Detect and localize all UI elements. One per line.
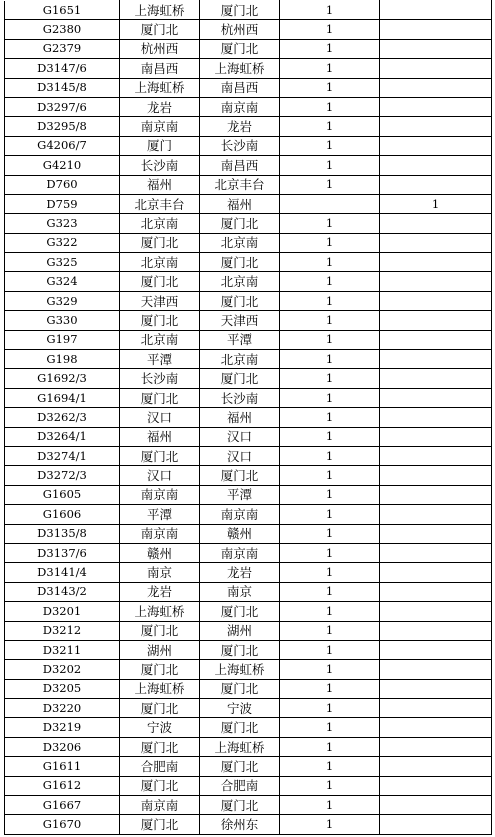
count-column-a-cell: 1 xyxy=(280,311,380,330)
train-number-cell: G323 xyxy=(5,214,120,233)
train-number-cell: D3145/8 xyxy=(5,78,120,97)
count-column-a-cell: 1 xyxy=(280,621,380,640)
count-column-b-cell xyxy=(380,388,492,407)
destination-station-cell: 厦门北 xyxy=(200,718,280,737)
train-number-cell: G1651 xyxy=(5,1,120,20)
train-number-cell: D3264/1 xyxy=(5,427,120,446)
origin-station-cell: 厦门北 xyxy=(120,776,200,795)
train-number-cell: G322 xyxy=(5,233,120,252)
table-row xyxy=(5,582,492,601)
count-column-a-cell: 1 xyxy=(280,1,380,20)
origin-station-cell: 厦门 xyxy=(120,136,200,155)
count-column-a-cell: 1 xyxy=(280,156,380,175)
table-row xyxy=(5,291,492,310)
count-column-a-cell: 1 xyxy=(280,272,380,291)
origin-station-cell: 赣州 xyxy=(120,543,200,562)
origin-station-cell: 南京南 xyxy=(120,117,200,136)
table-row xyxy=(5,505,492,524)
count-column-a-cell: 1 xyxy=(280,543,380,562)
count-column-a-cell: 1 xyxy=(280,388,380,407)
destination-station-cell: 厦门北 xyxy=(200,679,280,698)
count-column-b-cell xyxy=(380,408,492,427)
origin-station-cell: 长沙南 xyxy=(120,369,200,388)
table-row xyxy=(5,427,492,446)
origin-station-cell: 上海虹桥 xyxy=(120,602,200,621)
destination-station-cell: 徐州东 xyxy=(200,815,280,834)
train-number-cell: G1694/1 xyxy=(5,388,120,407)
count-column-a-cell: 1 xyxy=(280,466,380,485)
table-row xyxy=(5,194,492,213)
origin-station-cell: 厦门北 xyxy=(120,272,200,291)
origin-station-cell: 南京南 xyxy=(120,485,200,504)
count-column-b-cell xyxy=(380,59,492,78)
origin-station-cell: 南京南 xyxy=(120,524,200,543)
table-row xyxy=(5,253,492,272)
origin-station-cell: 福州 xyxy=(120,175,200,194)
train-number-cell: D3220 xyxy=(5,699,120,718)
origin-station-cell: 平潭 xyxy=(120,350,200,369)
train-number-cell: D3274/1 xyxy=(5,446,120,465)
train-number-cell: G1692/3 xyxy=(5,369,120,388)
count-column-a-cell: 1 xyxy=(280,330,380,349)
count-column-b-cell xyxy=(380,757,492,776)
origin-station-cell: 汉口 xyxy=(120,466,200,485)
count-column-a-cell: 1 xyxy=(280,485,380,504)
count-column-b-cell: 1 xyxy=(380,194,492,213)
origin-station-cell: 南昌西 xyxy=(120,59,200,78)
destination-station-cell: 龙岩 xyxy=(200,563,280,582)
train-number-cell: D3206 xyxy=(5,737,120,756)
count-column-b-cell xyxy=(380,1,492,20)
table-row xyxy=(5,1,492,20)
origin-station-cell: 北京南 xyxy=(120,330,200,349)
count-column-a-cell: 1 xyxy=(280,175,380,194)
count-column-a-cell: 1 xyxy=(280,39,380,58)
count-column-b-cell xyxy=(380,466,492,485)
table-row xyxy=(5,97,492,116)
train-number-cell: D3137/6 xyxy=(5,543,120,562)
count-column-b-cell xyxy=(380,446,492,465)
count-column-b-cell xyxy=(380,233,492,252)
origin-station-cell: 南京 xyxy=(120,563,200,582)
table-row xyxy=(5,214,492,233)
train-number-cell: G1611 xyxy=(5,757,120,776)
train-number-cell: D760 xyxy=(5,175,120,194)
count-column-a-cell: 1 xyxy=(280,505,380,524)
destination-station-cell: 杭州西 xyxy=(200,20,280,39)
count-column-a-cell: 1 xyxy=(280,59,380,78)
origin-station-cell: 北京丰台 xyxy=(120,194,200,213)
count-column-a-cell: 1 xyxy=(280,757,380,776)
count-column-a-cell: 1 xyxy=(280,350,380,369)
count-column-b-cell xyxy=(380,563,492,582)
train-number-cell: D3147/6 xyxy=(5,59,120,78)
origin-station-cell: 长沙南 xyxy=(120,156,200,175)
destination-station-cell: 北京南 xyxy=(200,272,280,291)
train-schedule-body xyxy=(5,1,492,835)
count-column-a-cell: 1 xyxy=(280,97,380,116)
origin-station-cell: 上海虹桥 xyxy=(120,1,200,20)
count-column-b-cell xyxy=(380,156,492,175)
count-column-b-cell xyxy=(380,796,492,815)
count-column-b-cell xyxy=(380,214,492,233)
train-number-cell: D3295/8 xyxy=(5,117,120,136)
train-number-cell: D3141/4 xyxy=(5,563,120,582)
destination-station-cell: 上海虹桥 xyxy=(200,59,280,78)
table-row xyxy=(5,59,492,78)
table-row xyxy=(5,602,492,621)
count-column-b-cell xyxy=(380,97,492,116)
destination-station-cell: 南京 xyxy=(200,582,280,601)
count-column-b-cell xyxy=(380,39,492,58)
destination-station-cell: 上海虹桥 xyxy=(200,660,280,679)
table-row xyxy=(5,660,492,679)
destination-station-cell: 厦门北 xyxy=(200,1,280,20)
table-row xyxy=(5,640,492,659)
train-number-cell: G1606 xyxy=(5,505,120,524)
train-number-cell: G325 xyxy=(5,253,120,272)
count-column-b-cell xyxy=(380,330,492,349)
table-row xyxy=(5,737,492,756)
train-number-cell: G2379 xyxy=(5,39,120,58)
table-row xyxy=(5,311,492,330)
count-column-a-cell: 1 xyxy=(280,699,380,718)
train-number-cell: D759 xyxy=(5,194,120,213)
origin-station-cell: 龙岩 xyxy=(120,97,200,116)
count-column-b-cell xyxy=(380,621,492,640)
table-row xyxy=(5,776,492,795)
count-column-b-cell xyxy=(380,350,492,369)
count-column-b-cell xyxy=(380,253,492,272)
count-column-b-cell xyxy=(380,175,492,194)
count-column-a-cell: 1 xyxy=(280,136,380,155)
train-number-cell: G324 xyxy=(5,272,120,291)
origin-station-cell: 厦门北 xyxy=(120,815,200,834)
count-column-a-cell: 1 xyxy=(280,291,380,310)
count-column-b-cell xyxy=(380,543,492,562)
destination-station-cell: 南京南 xyxy=(200,97,280,116)
origin-station-cell: 湖州 xyxy=(120,640,200,659)
count-column-b-cell xyxy=(380,737,492,756)
destination-station-cell: 厦门北 xyxy=(200,214,280,233)
train-number-cell: D3212 xyxy=(5,621,120,640)
origin-station-cell: 北京南 xyxy=(120,253,200,272)
table-row xyxy=(5,388,492,407)
origin-station-cell: 杭州西 xyxy=(120,39,200,58)
destination-station-cell: 赣州 xyxy=(200,524,280,543)
train-number-cell: G1670 xyxy=(5,815,120,834)
destination-station-cell: 北京丰台 xyxy=(200,175,280,194)
table-row xyxy=(5,543,492,562)
count-column-b-cell xyxy=(380,660,492,679)
destination-station-cell: 厦门北 xyxy=(200,39,280,58)
destination-station-cell: 北京南 xyxy=(200,233,280,252)
destination-station-cell: 汉口 xyxy=(200,446,280,465)
count-column-b-cell xyxy=(380,815,492,834)
table-row xyxy=(5,272,492,291)
origin-station-cell: 厦门北 xyxy=(120,621,200,640)
destination-station-cell: 厦门北 xyxy=(200,369,280,388)
origin-station-cell: 厦门北 xyxy=(120,233,200,252)
train-number-cell: D3262/3 xyxy=(5,408,120,427)
table-row xyxy=(5,718,492,737)
table-row xyxy=(5,350,492,369)
table-row xyxy=(5,757,492,776)
destination-station-cell: 南昌西 xyxy=(200,156,280,175)
origin-station-cell: 厦门北 xyxy=(120,446,200,465)
origin-station-cell: 上海虹桥 xyxy=(120,679,200,698)
count-column-a-cell: 1 xyxy=(280,524,380,543)
count-column-a-cell: 1 xyxy=(280,737,380,756)
destination-station-cell: 平潭 xyxy=(200,485,280,504)
origin-station-cell: 厦门北 xyxy=(120,699,200,718)
origin-station-cell: 北京南 xyxy=(120,214,200,233)
destination-station-cell: 厦门北 xyxy=(200,602,280,621)
train-number-cell: D3202 xyxy=(5,660,120,679)
train-number-cell: D3205 xyxy=(5,679,120,698)
count-column-a-cell: 1 xyxy=(280,253,380,272)
train-schedule-table xyxy=(4,0,492,835)
count-column-b-cell xyxy=(380,582,492,601)
count-column-a-cell: 1 xyxy=(280,796,380,815)
count-column-b-cell xyxy=(380,640,492,659)
table-row xyxy=(5,485,492,504)
table-row xyxy=(5,466,492,485)
count-column-a-cell: 1 xyxy=(280,602,380,621)
destination-station-cell: 长沙南 xyxy=(200,136,280,155)
train-number-cell: D3211 xyxy=(5,640,120,659)
table-row xyxy=(5,175,492,194)
table-row xyxy=(5,699,492,718)
destination-station-cell: 厦门北 xyxy=(200,253,280,272)
origin-station-cell: 汉口 xyxy=(120,408,200,427)
destination-station-cell: 北京南 xyxy=(200,350,280,369)
count-column-a-cell: 1 xyxy=(280,679,380,698)
table-row xyxy=(5,136,492,155)
table-row xyxy=(5,369,492,388)
count-column-b-cell xyxy=(380,699,492,718)
origin-station-cell: 福州 xyxy=(120,427,200,446)
destination-station-cell: 福州 xyxy=(200,194,280,213)
count-column-a-cell: 1 xyxy=(280,214,380,233)
train-number-cell: D3297/6 xyxy=(5,97,120,116)
destination-station-cell: 龙岩 xyxy=(200,117,280,136)
destination-station-cell: 长沙南 xyxy=(200,388,280,407)
count-column-a-cell xyxy=(280,194,380,213)
table-row xyxy=(5,563,492,582)
origin-station-cell: 南京南 xyxy=(120,796,200,815)
count-column-a-cell: 1 xyxy=(280,408,380,427)
train-number-cell: G2380 xyxy=(5,20,120,39)
train-number-cell: D3201 xyxy=(5,602,120,621)
count-column-b-cell xyxy=(380,311,492,330)
table-row xyxy=(5,39,492,58)
origin-station-cell: 宁波 xyxy=(120,718,200,737)
table-row xyxy=(5,330,492,349)
destination-station-cell: 天津西 xyxy=(200,311,280,330)
count-column-b-cell xyxy=(380,485,492,504)
count-column-b-cell xyxy=(380,602,492,621)
table-row xyxy=(5,815,492,834)
count-column-b-cell xyxy=(380,272,492,291)
table-row xyxy=(5,233,492,252)
count-column-b-cell xyxy=(380,78,492,97)
destination-station-cell: 厦门北 xyxy=(200,291,280,310)
table-row xyxy=(5,156,492,175)
origin-station-cell: 厦门北 xyxy=(120,737,200,756)
train-number-cell: D3272/3 xyxy=(5,466,120,485)
destination-station-cell: 南昌西 xyxy=(200,78,280,97)
destination-station-cell: 湖州 xyxy=(200,621,280,640)
destination-station-cell: 厦门北 xyxy=(200,466,280,485)
destination-station-cell: 合肥南 xyxy=(200,776,280,795)
count-column-b-cell xyxy=(380,679,492,698)
count-column-a-cell: 1 xyxy=(280,718,380,737)
table-row xyxy=(5,796,492,815)
train-number-cell: G198 xyxy=(5,350,120,369)
count-column-a-cell: 1 xyxy=(280,78,380,97)
train-number-cell: G329 xyxy=(5,291,120,310)
table-row xyxy=(5,408,492,427)
destination-station-cell: 厦门北 xyxy=(200,796,280,815)
count-column-a-cell: 1 xyxy=(280,369,380,388)
count-column-a-cell: 1 xyxy=(280,660,380,679)
origin-station-cell: 平潭 xyxy=(120,505,200,524)
train-number-cell: G4210 xyxy=(5,156,120,175)
count-column-a-cell: 1 xyxy=(280,427,380,446)
origin-station-cell: 龙岩 xyxy=(120,582,200,601)
destination-station-cell: 上海虹桥 xyxy=(200,737,280,756)
count-column-b-cell xyxy=(380,117,492,136)
count-column-a-cell: 1 xyxy=(280,640,380,659)
table-row xyxy=(5,20,492,39)
train-number-cell: D3219 xyxy=(5,718,120,737)
train-number-cell: D3135/8 xyxy=(5,524,120,543)
count-column-b-cell xyxy=(380,505,492,524)
origin-station-cell: 厦门北 xyxy=(120,311,200,330)
count-column-a-cell: 1 xyxy=(280,117,380,136)
destination-station-cell: 厦门北 xyxy=(200,640,280,659)
train-number-cell: G1605 xyxy=(5,485,120,504)
count-column-a-cell: 1 xyxy=(280,776,380,795)
count-column-b-cell xyxy=(380,524,492,543)
train-number-cell: G330 xyxy=(5,311,120,330)
count-column-b-cell xyxy=(380,718,492,737)
destination-station-cell: 宁波 xyxy=(200,699,280,718)
origin-station-cell: 厦门北 xyxy=(120,388,200,407)
table-row xyxy=(5,117,492,136)
count-column-b-cell xyxy=(380,776,492,795)
count-column-a-cell: 1 xyxy=(280,815,380,834)
destination-station-cell: 南京南 xyxy=(200,505,280,524)
count-column-b-cell xyxy=(380,136,492,155)
table-row xyxy=(5,679,492,698)
origin-station-cell: 厦门北 xyxy=(120,20,200,39)
destination-station-cell: 南京南 xyxy=(200,543,280,562)
origin-station-cell: 天津西 xyxy=(120,291,200,310)
count-column-a-cell: 1 xyxy=(280,20,380,39)
train-number-cell: G1667 xyxy=(5,796,120,815)
train-number-cell: G197 xyxy=(5,330,120,349)
train-number-cell: G1612 xyxy=(5,776,120,795)
count-column-a-cell: 1 xyxy=(280,233,380,252)
origin-station-cell: 厦门北 xyxy=(120,660,200,679)
destination-station-cell: 汉口 xyxy=(200,427,280,446)
count-column-b-cell xyxy=(380,369,492,388)
destination-station-cell: 福州 xyxy=(200,408,280,427)
table-row xyxy=(5,78,492,97)
destination-station-cell: 平潭 xyxy=(200,330,280,349)
count-column-a-cell: 1 xyxy=(280,582,380,601)
count-column-a-cell: 1 xyxy=(280,563,380,582)
count-column-a-cell: 1 xyxy=(280,446,380,465)
origin-station-cell: 上海虹桥 xyxy=(120,78,200,97)
count-column-b-cell xyxy=(380,20,492,39)
table-row xyxy=(5,621,492,640)
origin-station-cell: 合肥南 xyxy=(120,757,200,776)
table-row xyxy=(5,524,492,543)
count-column-b-cell xyxy=(380,427,492,446)
destination-station-cell: 厦门北 xyxy=(200,757,280,776)
table-row xyxy=(5,446,492,465)
train-number-cell: D3143/2 xyxy=(5,582,120,601)
train-number-cell: G4206/7 xyxy=(5,136,120,155)
count-column-b-cell xyxy=(380,291,492,310)
